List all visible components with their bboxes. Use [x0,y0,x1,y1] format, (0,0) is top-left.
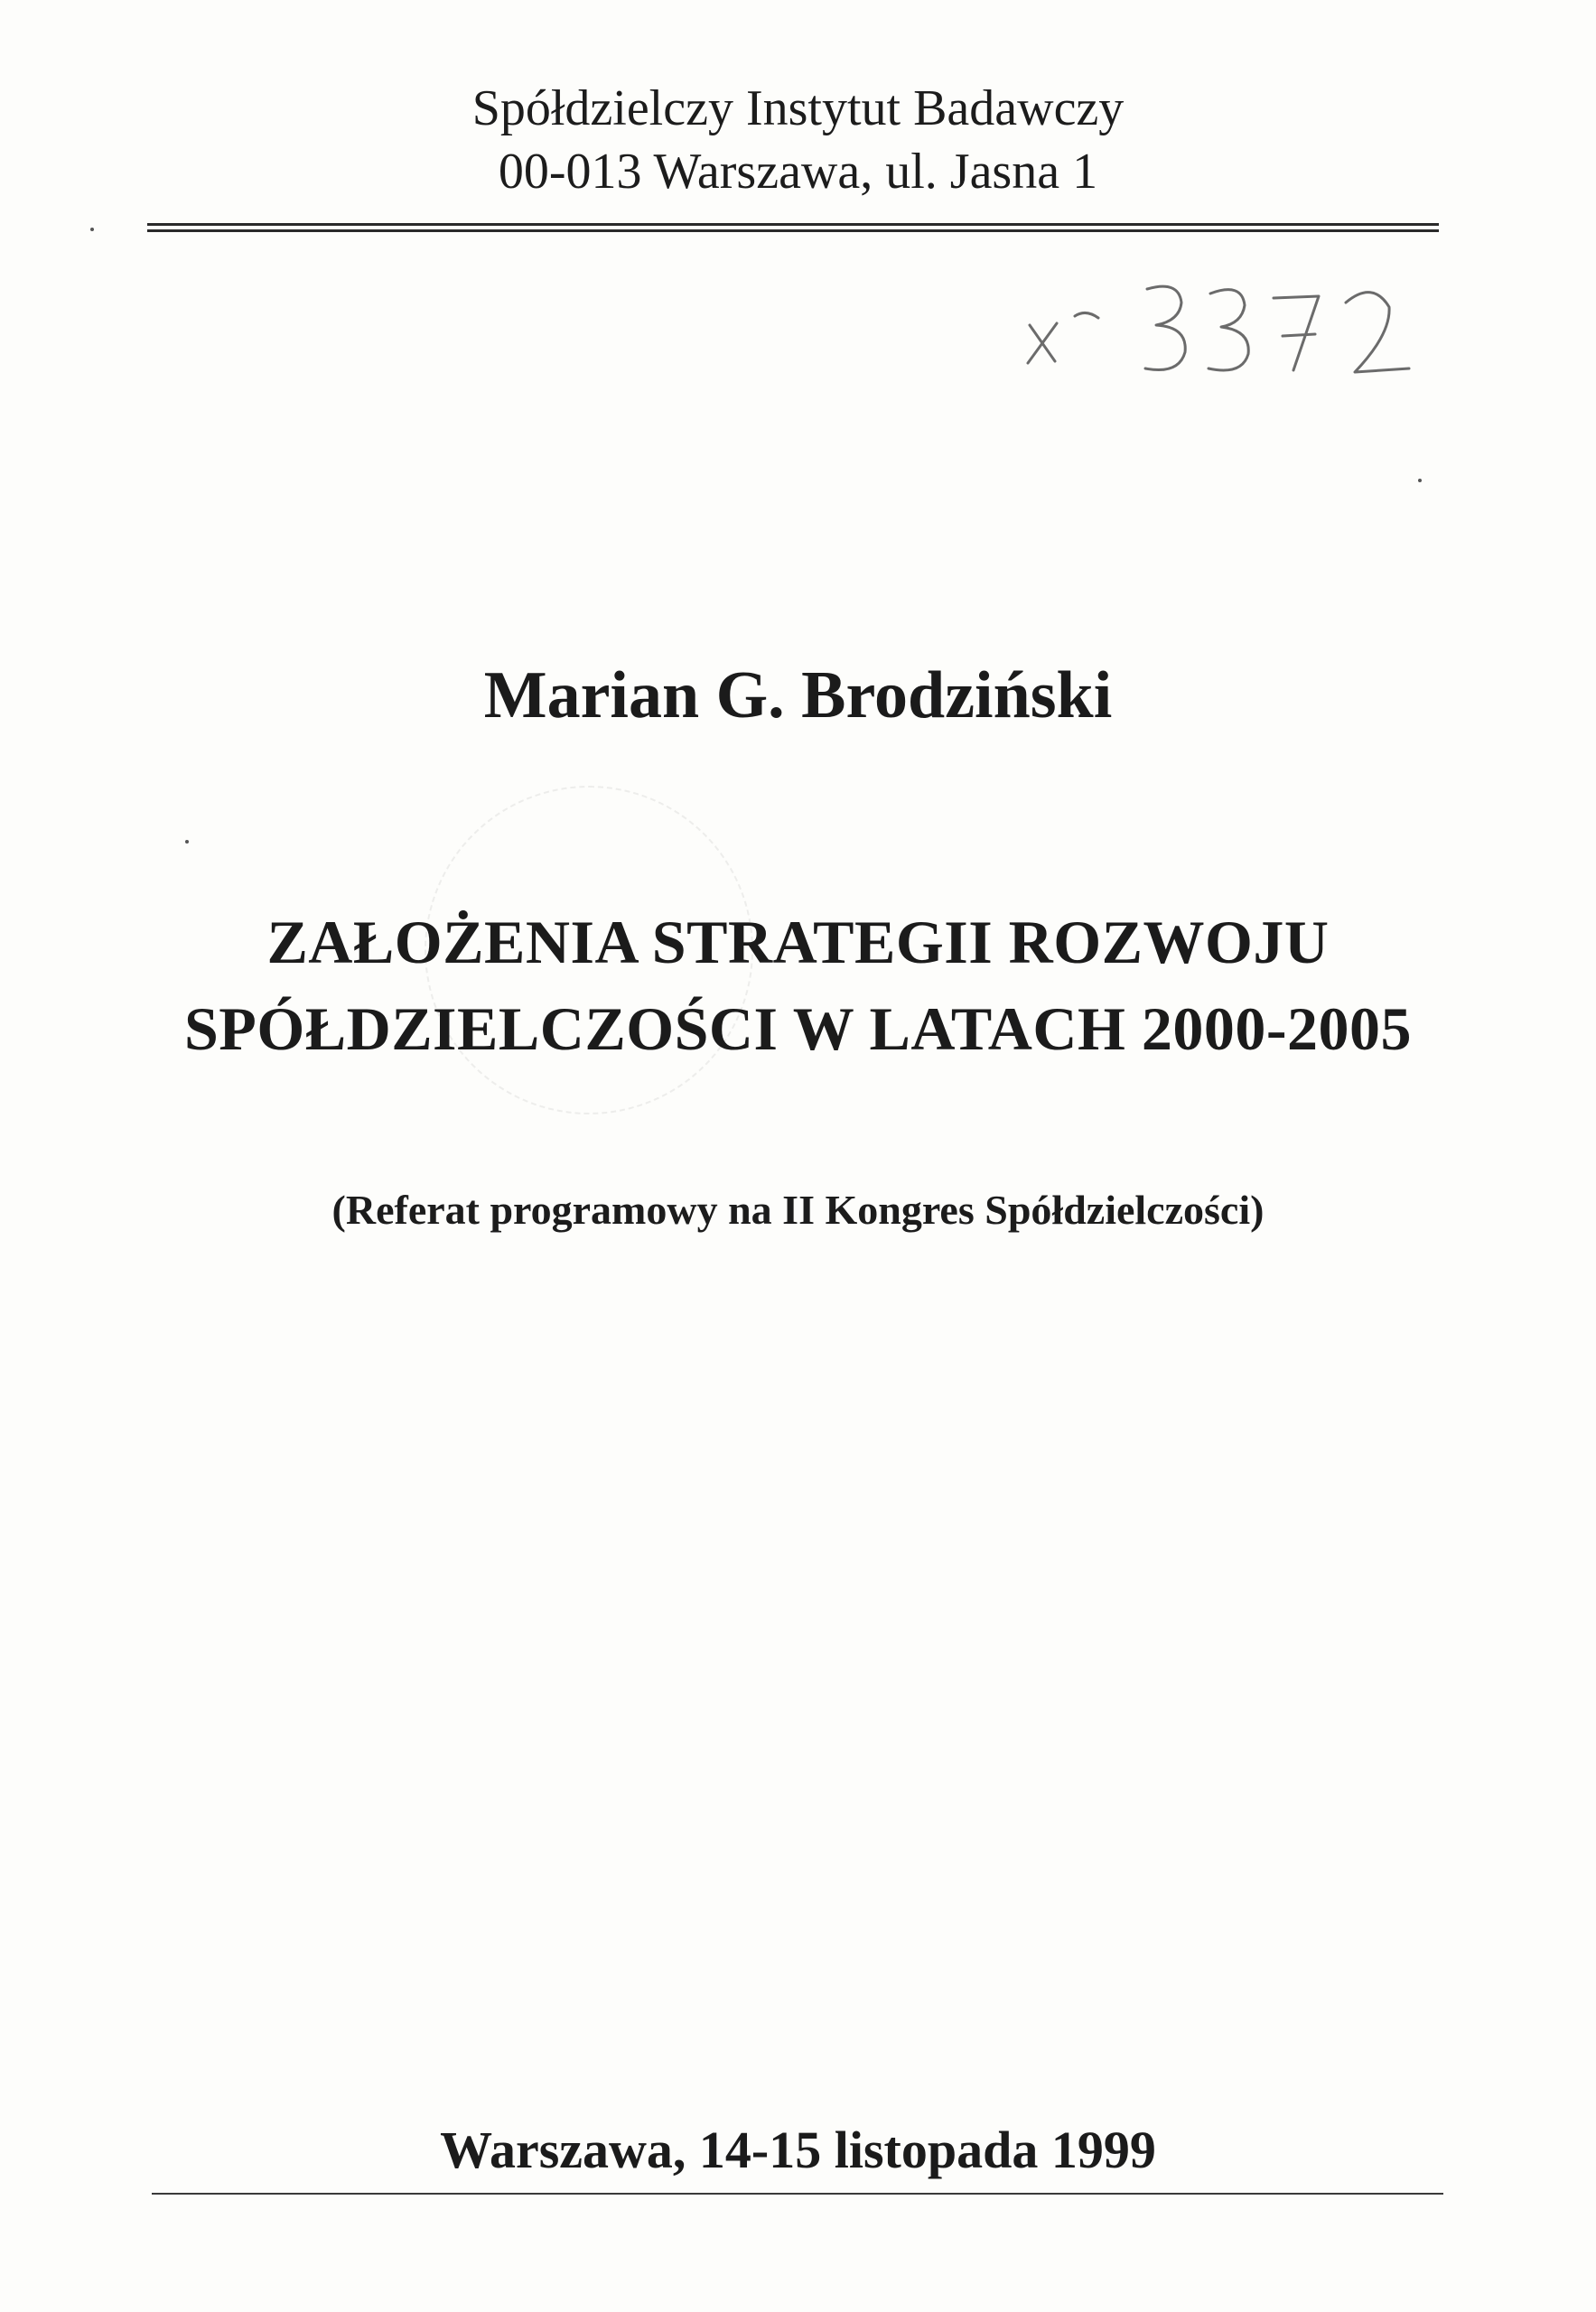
place-and-date: Warszawa, 14-15 listopada 1999 [440,2121,1156,2179]
document-title [0,899,1596,1072]
handwritten-catalog-number [1012,262,1445,388]
title-line-2: SPÓŁDZIELCZOŚCI W LATACH 2000-2005 [183,994,1412,1063]
header-double-rule [147,223,1439,232]
author-name: Marian G. Brodziński [483,658,1113,732]
document-subtitle: (Referat programowy na II Kongres Spółdzielczości) [331,1187,1265,1233]
footer-rule [152,2193,1443,2195]
scan-speck [1418,479,1422,482]
handwritten-note-drawing [1012,262,1445,388]
institution-address: 00-013 Warszawa, ul. Jasna 1 [498,144,1098,200]
scan-speck [185,840,189,844]
scan-speck [90,228,94,231]
institution-name: Spółdzielczy Instytut Badawczy [471,80,1125,136]
title-line-1: ZAŁOŻENIA STRATEGII ROZWOJU [266,908,1330,976]
institution-header [0,77,1596,203]
